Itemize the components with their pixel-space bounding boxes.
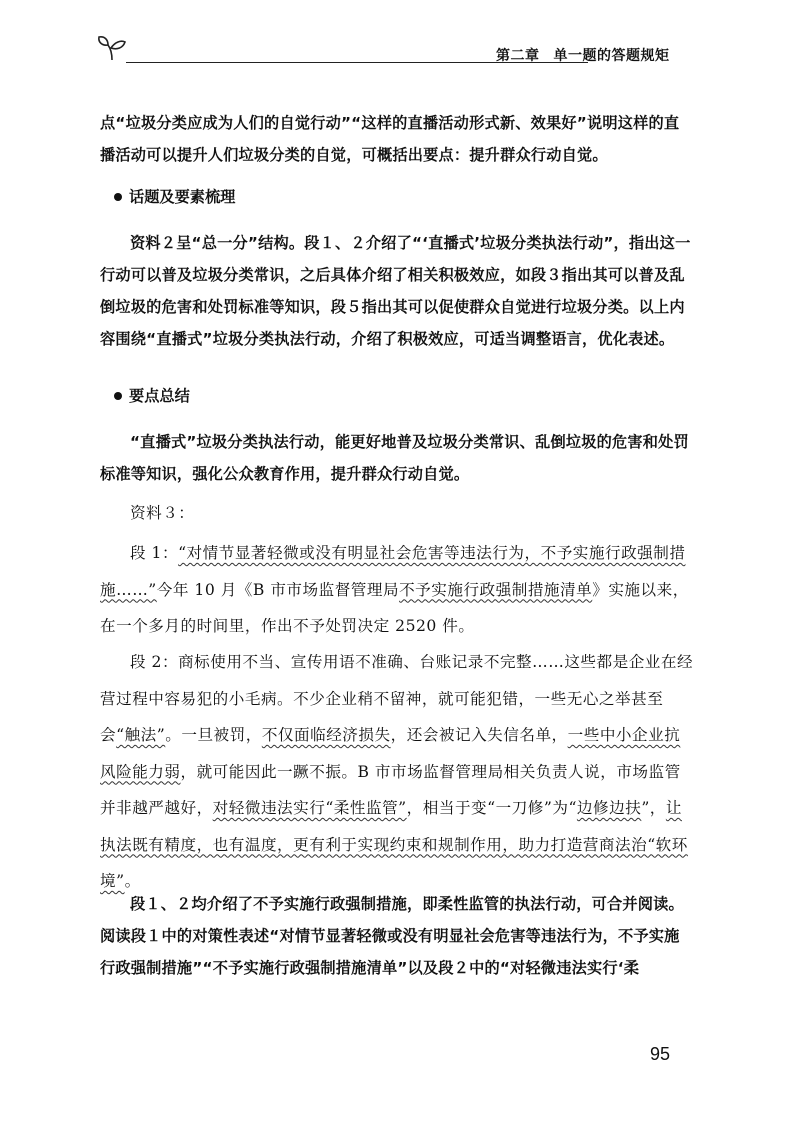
paragraph-analysis-3: 段１、２均介绍了不予实施行政强制措施，即柔性监管的执法行动，可合并阅读。阅读段１中的对策性表述“对情节显著轻微或没有明显社会危害等违法行为，不予实施行政强制措施”“不予实施行政强制措施清单”以及段２中的“对轻微违法实行‘柔: [100, 895, 684, 977]
material-para-2: [100, 644, 694, 900]
sprout-icon: [96, 34, 128, 62]
chapter-title: 单一题的答题规矩: [553, 48, 670, 64]
m2-j: 边修边扶: [576, 799, 642, 817]
m2-h: 对轻微违法实行“柔性监管”: [212, 799, 407, 817]
m2-f: 一些中小企业抗风险能力弱: [100, 726, 681, 781]
m2-l: 让执法既有精度，也有温度，更有利于实现约束和规制作用，助力打造营商法治“软环境”: [100, 799, 688, 890]
material-title: 资料３：: [130, 504, 195, 522]
chapter-heading: [496, 45, 706, 65]
paragraph-analysis-2: 资料２呈“总一分”结构。段１、２介绍了“‘直播式’垃圾分类执法行动”，指出这一行动可以普及垃圾分类常识，之后具体介绍了相关积极效应，如段３指出其可以普及乱倒垃圾的危害和处罚标准等知识，段５指出其可以促使群众自觉进行垃圾分类。以上内容围绕“直播式”垃圾分类执法行动，介绍了积极效应，可适当调整语言，优化表述。: [100, 234, 691, 348]
bullet-icon: [114, 193, 122, 201]
m2-i: ，相当于变“一刀修”为“: [406, 799, 577, 817]
m2-k: ”，: [641, 799, 666, 817]
paragraph-summary: “直播式”垃圾分类执法行动，能更好地普及垃圾分类常识、乱倒垃圾的危害和处罚标准等知识，强化公众教育作用，提升群众行动自觉。: [100, 433, 689, 483]
paragraph-analysis-1: 点“垃圾分类应成为人们的自觉行动”“这样的直播活动形式新、效果好”说明这样的直播活动可以提升人们垃圾分类的自觉，可概括出要点：提升群众行动自觉。: [100, 114, 680, 164]
material-para-1-label: 段 1：: [130, 544, 179, 562]
material-para-1: [100, 535, 694, 645]
page-number: 95: [650, 1044, 671, 1064]
m2-g: ，就可能因此一蹶不振。B 市市场监督管理局相关负责人说，市场监管并非越严越好，: [100, 762, 681, 817]
subheading-topic: [114, 182, 235, 212]
chapter-number: 第二章: [496, 48, 540, 64]
bullet-icon: [114, 392, 122, 400]
m2-c: 。一旦被罚，: [165, 726, 262, 744]
material-para-1-text: 今年 10 月《B 市市场监督管理局: [156, 580, 400, 599]
m2-e: ，还会被记入失信名单，: [390, 726, 568, 744]
material-para-1-tail: 》实施以来，在一个多月的时间里，作出不予处罚决定 2520 件。: [100, 580, 689, 635]
m2-a: 段 2：商标使用不当、宣传用语不准确、台账记录不完整……这些都是企业在经营过程中容易犯的小毛病。不少企业稍不留神，就可能犯错，一些无心之举甚至会: [100, 653, 694, 744]
subheading-summary: [114, 381, 190, 411]
m2-m: 。: [124, 872, 141, 890]
quote-policy: “对情节显著轻微或没有明显社会危害等违法行为，不予实施行政强制措施……”: [100, 544, 686, 599]
m2-d: 不仅面临经济损失: [261, 726, 391, 744]
running-header: [96, 32, 706, 72]
subheading-summary-text: 要点总结: [129, 387, 190, 405]
quote-list-name: 不予实施行政强制措施清单: [399, 580, 593, 599]
subheading-topic-text: 话题及要素梳理: [129, 188, 236, 206]
m2-b: “触法”: [116, 726, 166, 744]
